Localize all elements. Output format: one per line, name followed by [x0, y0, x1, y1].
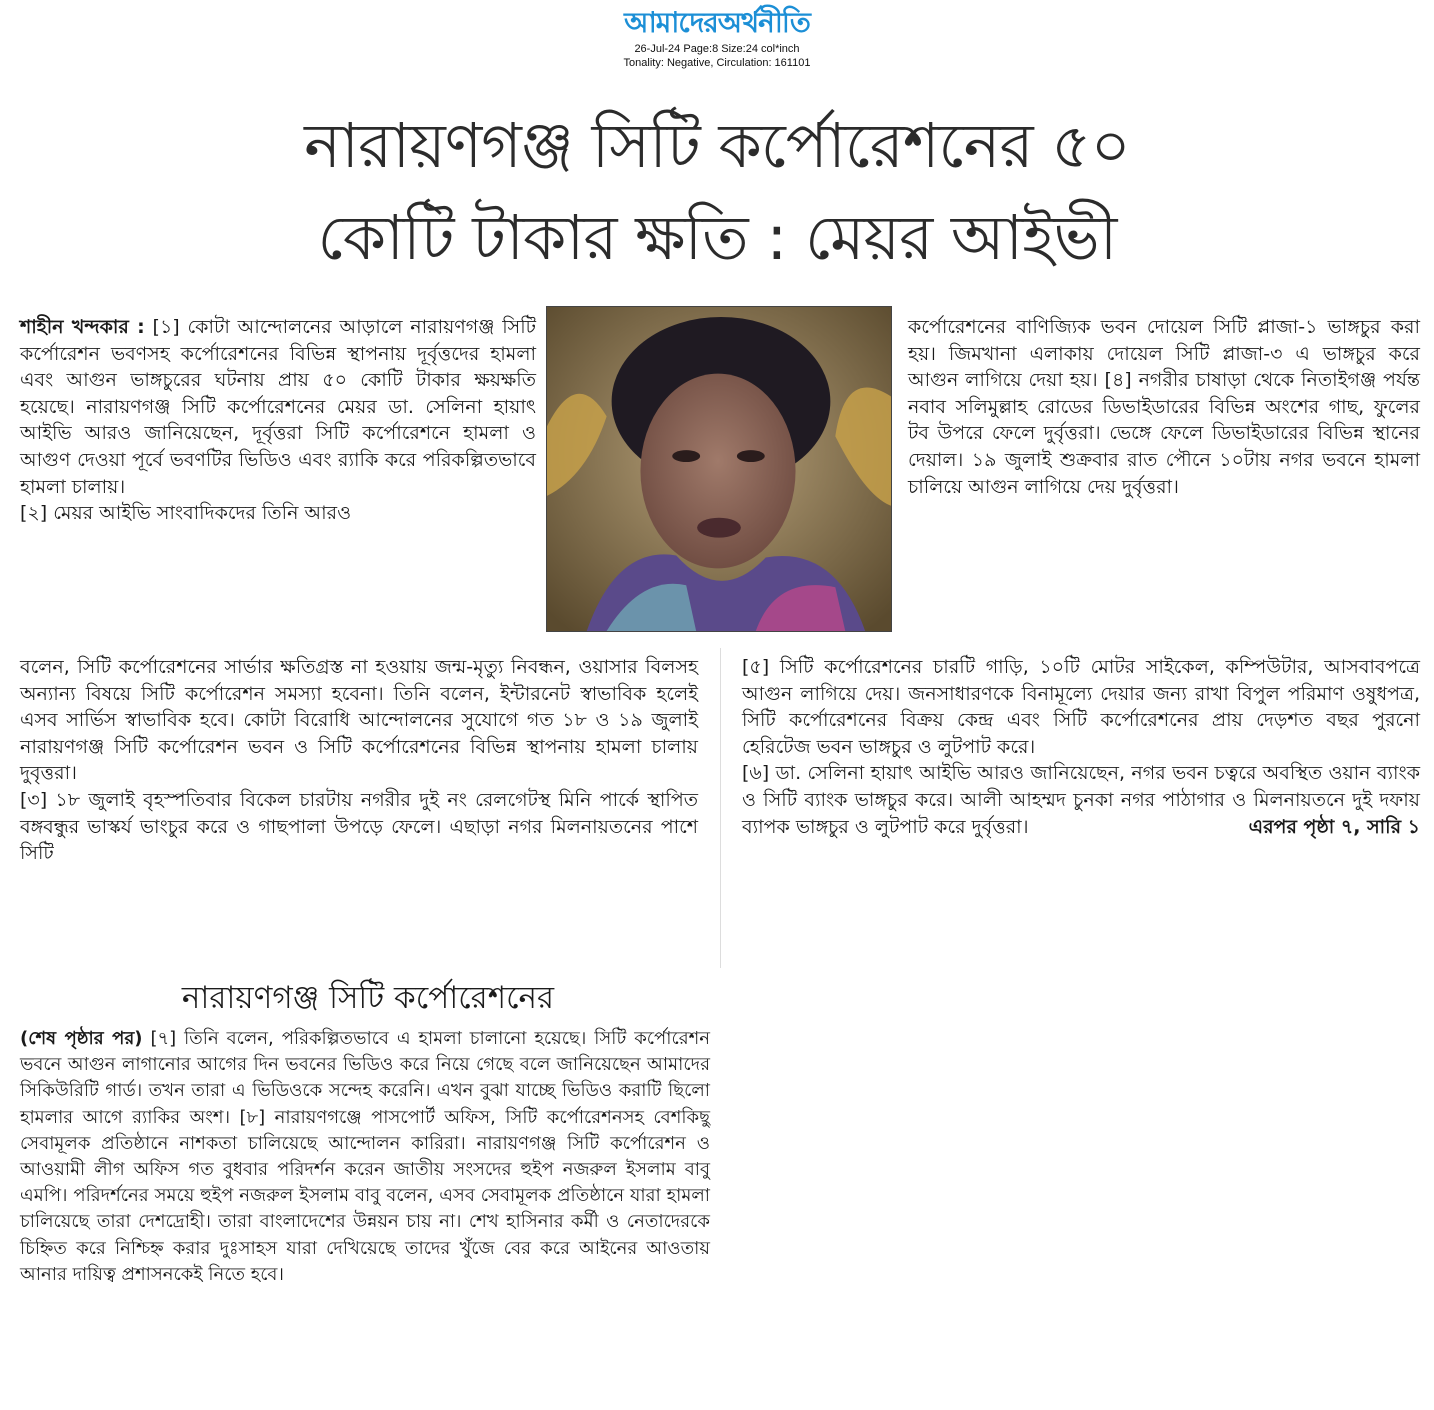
paragraph-3-4-text: কর্পোরেশনের বাণিজ্যিক ভবন দোয়েল সিটি প্লাজা-১ ভাঙ্গচুর করা হয়। জিমখানা এলাকায় দোয়েল সিটি প্লাজা-৩ এ ভাঙ্গচুর করে আগুন লাগিয়ে দেয়া হয়। [৪] নগরীর চাষাড়া থেকে নিতাইগঞ্জ পর্যন্ত নবাব সলিমুল্লাহ রোডের ডিভাইডারের বিভিন্ন অংশের গাছ, ফুলের টব উপরে ফেলে দুর্বৃত্তরা। ভেঙ্গে ফেলে ডিভাইডারের বিভিন্ন স্থানের দেয়াল। ১৯ জুলাই শুক্রবার রাত পৌনে ১০টায় নগর ভবনে হামলা চালিয়ে আগুন লাগিয়ে দেয় দুর্বৃত্তরা। — [908, 316, 1420, 498]
headline-line-2: কোটি টাকার ক্ষতি : মেয়র আইভী — [317, 201, 1117, 274]
continuation-text: [৭] তিনি বলেন, পরিকল্পিতভাবে এ হামলা চালানো হয়েছে। সিটি কর্পোরেশন ভবনে আগুন লাগানোর আগের দিন ভবনের ভিডিও করে নিয়ে গেছে বলে জানিয়েছেন আমাদের সিকিউরিটি গার্ড। তখন তারা এ ভিডিওকে সন্দেহ করেনি। এখন বুঝা যাচ্ছে ভিডিও করাটি ছিলো হামলার আগে র‍্যাকির অংশ। [৮] নারায়ণগঞ্জে পাসপোর্ট অফিস, সিটি কর্পোরেশনসহ বেশকিছু সেবামূলক প্রতিষ্ঠানে নাশকতা চালিয়েছে আন্দোলন কারিরা। নারায়ণগঞ্জ সিটি কর্পোরেশন ও আওয়ামী লীগ অফিস গত বুধবার পরিদর্শন করেন জাতীয় সংসদের হুইপ নজরুল ইসলাম বাবু এমপি। পরিদর্শনের সময়ে হুইপ নজরুল ইসলাম বাবু বলেন, এসব সেবামূলক প্রতিষ্ঠানে যারা হামলা চালিয়েছে তারা দেশদ্রোহী। তারা বাংলাদেশের উন্নয়ন চায় না। শেখ হাসিনার কর্মী ও নেতাদেরকে চিহ্নিত করে নিশ্চিহ্ন করার দুঃসাহস যারা দেখিয়েছে তাদের খুঁজে বের করে আইনের আওতায় আনার দায়িত্ব প্রশাসনকেই নিতে হবে। — [20, 1028, 710, 1285]
headline-line-1: নারায়ণগঞ্জ সিটি কর্পোরেশনের ৫০ — [304, 109, 1130, 182]
article-block-lower-right — [742, 654, 1420, 840]
paragraph-1-text: [১] কোটা আন্দোলনের আড়ালে নারায়ণগঞ্জ সিটি কর্পোরেশন ভবণসহ কর্পোরেশনের বিভিন্ন স্থাপনায় দূর্বৃত্তদের হামলা এবং আগুন ভাঙ্গচুরের ঘটনায় প্রায় ৫০ কোটি টাকার ক্ষয়ক্ষতি হয়েছে। নারায়ণগঞ্জ সিটি কর্পোরেশনের মেয়র ডা. সেলিনা হায়াৎ আইভি আরও জানিয়েছেন, দূর্বৃত্তরা সিটি কর্পোরেশনে হামলা ও আগুণ দেওয়া পূর্বে ভবণটির ভিডিও এবং র‍্যাকি করে পরিকল্পিতভাবে হামলা চালায়। — [20, 316, 536, 498]
paragraph-5-text: [৫] সিটি কর্পোরেশনের চারটি গাড়ি, ১০টি মোটর সাইকেল, কম্পিউটার, আসবাবপত্রে আগুন লাগিয়ে দেয়। জনসাধারণকে বিনামূল্যে দেয়ার জন্য রাখা বিপুল পরিমাণ ওষুধপত্র, সিটি কর্পোরেশনের বিক্রয় কেন্দ্র এবং সিটি কর্পোরেশনের প্রায় দেড়শত বছর পুরনো হেরিটেজ ভবন ভাঙ্গচুর ও লুটপাট করে। — [742, 656, 1420, 758]
continuation-heading: নারায়ণগঞ্জ সিটি কর্পোরেশনের — [181, 980, 555, 1016]
portrait-image — [547, 307, 891, 631]
column-divider — [720, 648, 721, 968]
article-headline — [60, 100, 1374, 284]
continuation-body — [20, 1026, 710, 1288]
paragraph-6-text: [৬] ডা. সেলিনা হায়াৎ আইভি আরও জানিয়েছেন, নগর ভবন চত্বরে অবস্থিত ওয়ান ব্যাংক ও সিটি ব্যাংক ভাঙ্গচুর করে। আলী আহম্মদ চুনকা নগর পাঠাগার ও মিলনায়তনে দুই দফায় ব্যাপক ভাঙ্গচুর ও লুটপাট করে দুর্বৃত্তরা। — [742, 762, 1420, 838]
article-column-right — [908, 314, 1420, 500]
article-column-left — [20, 314, 536, 527]
mayor-photo — [546, 306, 892, 632]
article-byline: শাহীন খন্দকার : — [20, 316, 145, 338]
article-block-lower-left — [20, 654, 698, 867]
paragraph-2-continued: বলেন, সিটি কর্পোরেশনের সার্ভার ক্ষতিগ্রস্ত না হওয়ায় জন্ম-মৃত্যু নিবন্ধন, ওয়াসার বিলসহ অন্যান্য বিষয়ে সিটি কর্পোরেশন সমস্যা হবেনা। তিনি বলেন, ইন্টারনেট স্বাভাবিক হলেই এসব সার্ভিস স্বাভাবিক হবে। কোটা বিরোধি আন্দোলনের সুযোগে গত ১৮ ও ১৯ জুলাই নারায়ণগঞ্জ সিটি কর্পোরেশন ভবন ও সিটি কর্পোরেশনের বিভিন্ন স্থাপনায় হামলা চালায় দুবৃত্তরা। — [20, 656, 698, 785]
clipping-meta-line1: 26-Jul-24 Page:8 Size:24 col*inch — [634, 43, 800, 55]
continuation-lead: (শেষ পৃষ্ঠার পর) — [20, 1028, 143, 1049]
article-paragraph — [20, 314, 536, 500]
clipping-meta-line2: Tonality: Negative, Circulation: 161101 — [623, 57, 811, 69]
paragraph-2-start: [২] মেয়র আইভি সাংবাদিকদের তিনি আরও — [20, 502, 352, 525]
newspaper-logo: আমাদেরঅর্থনীতি — [624, 6, 810, 39]
paragraph-3-text: [৩] ১৮ জুলাই বৃহস্পতিবার বিকেল চারটায় নগরীর দুই নং রেলগেটস্থ মিনি পার্কে স্থাপিত বঙ্গবন্ধুর ভাস্কর্য ভাংচুর করে ও গাছপালা উপড়ে ফেলে। এছাড়া নগর মিলনায়তনের পাশে সিটি — [20, 788, 698, 865]
continued-page-note: এরপর পৃষ্ঠা ৭, সারি ১ — [1248, 815, 1420, 838]
paragraph-6-block — [742, 760, 1420, 840]
continuation-paragraph — [20, 1026, 710, 1288]
masthead — [0, 4, 1434, 70]
